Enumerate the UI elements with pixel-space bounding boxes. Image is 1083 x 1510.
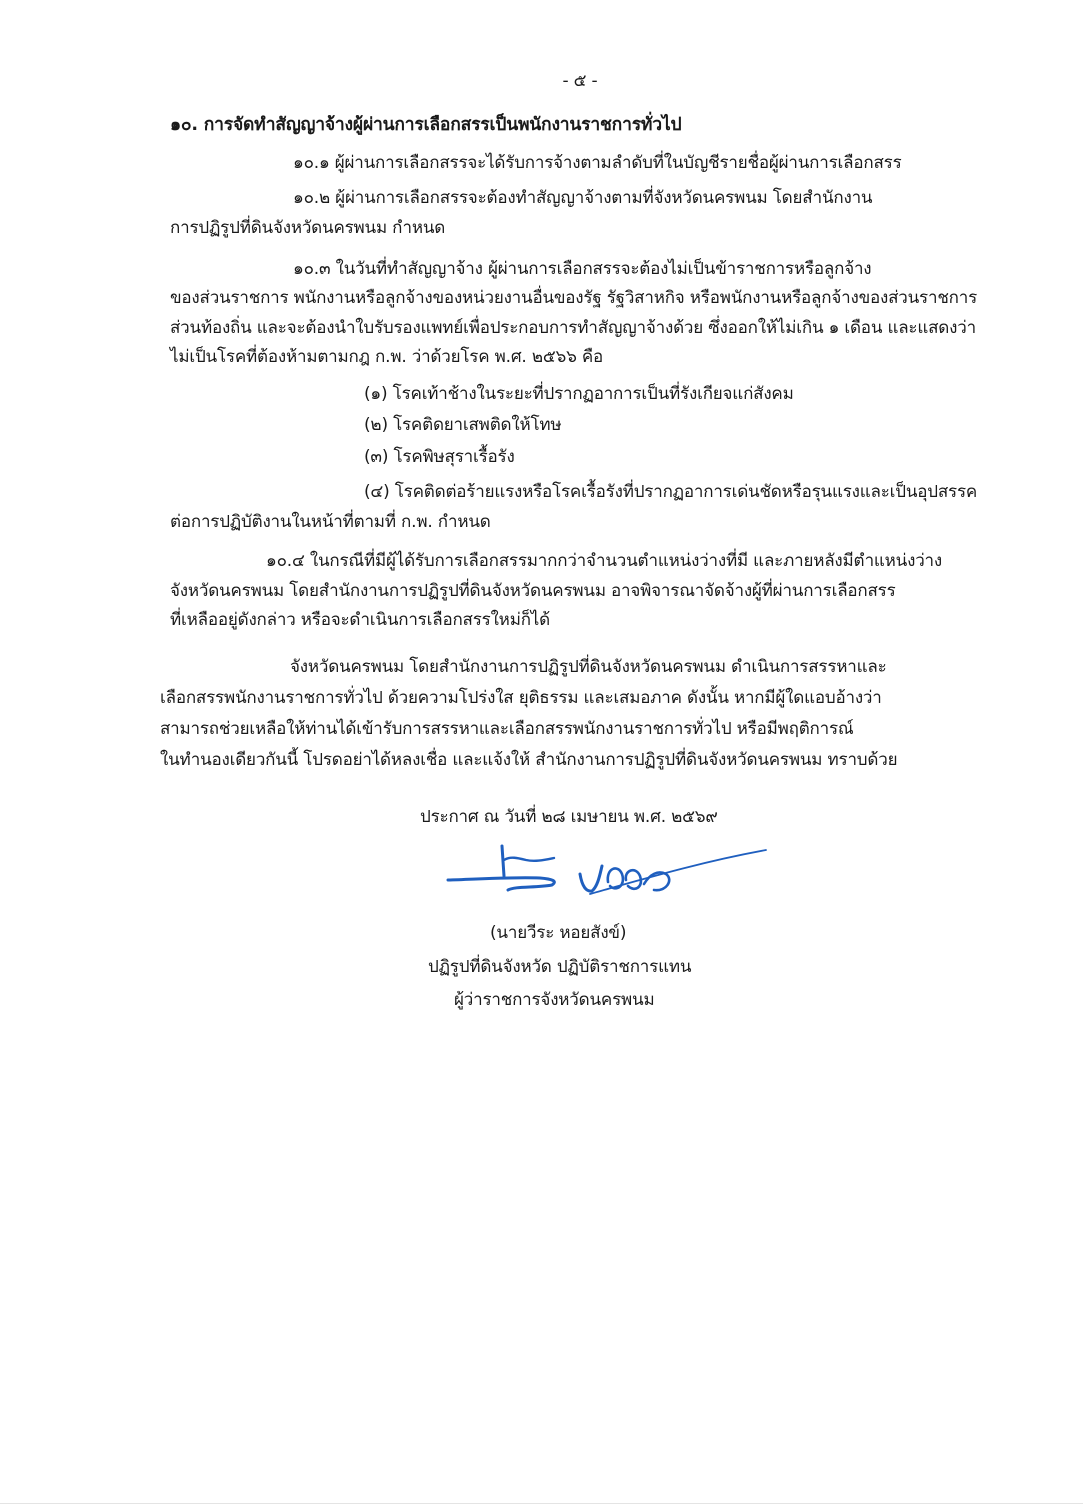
closing-line-2: เลือกสรรพนักงานราชการทั่วไป ด้วยความโปร่งใส ยุติธรรม และเสมอภาค ดังนั้น หากมีผู้ใดแอบอ้างว่า bbox=[160, 688, 882, 708]
handwritten-signature bbox=[440, 836, 770, 916]
item-10-4-line-3: ที่เหลืออยู่ดังกล่าว หรือจะดำเนินการเลือกสรรใหม่ก็ได้ bbox=[170, 610, 550, 630]
signatory-on-behalf-of: ผู้ว่าราชการจังหวัดนครพนม bbox=[454, 990, 655, 1010]
item-10-4-line-2: จังหวัดนครพนม โดยสำนักงานการปฏิรูปที่ดินจังหวัดนครพนม อาจพิจารณาจัดจ้างผู้ที่ผ่านการเลือกสรร bbox=[170, 581, 896, 601]
page-bottom-edge bbox=[0, 1503, 1083, 1504]
announcement-date: ประกาศ ณ วันที่ ๒๘ เมษายน พ.ศ. ๒๕๖๙ bbox=[420, 807, 718, 827]
closing-line-1: จังหวัดนครพนม โดยสำนักงานการปฏิรูปที่ดินจังหวัดนครพนม ดำเนินการสรรหาและ bbox=[290, 657, 887, 677]
closing-line-4: ในทำนองเดียวกันนี้ โปรดอย่าได้หลงเชื่อ และแจ้งให้ สำนักงานการปฏิรูปที่ดินจังหวัดนครพนม ทราบด้วย bbox=[160, 750, 898, 770]
signatory-name: (นายวีระ หอยสังข์) bbox=[490, 923, 627, 943]
page-number: - ๕ - bbox=[562, 71, 598, 91]
disease-item-1: (๑) โรคเท้าช้างในระยะที่ปรากฏอาการเป็นที่รังเกียจแก่สังคม bbox=[364, 384, 794, 404]
item-10-2-line-2: การปฏิรูปที่ดินจังหวัดนครพนม กำหนด bbox=[170, 218, 446, 238]
item-10-2-line-1: ๑๐.๒ ผู้ผ่านการเลือกสรรจะต้องทำสัญญาจ้างตามที่จังหวัดนครพนม โดยสำนักงาน bbox=[293, 188, 873, 208]
disease-item-3: (๓) โรคพิษสุราเรื้อรัง bbox=[364, 447, 515, 467]
item-10-3-line-3: ส่วนท้องถิ่น และจะต้องนำใบรับรองแพทย์เพื่อประกอบการทำสัญญาจ้างด้วย ซึ่งออกให้ไม่เกิน ๑ เดือน และแสดงว่า bbox=[170, 318, 976, 338]
disease-item-4-cont: ต่อการปฏิบัติงานในหน้าที่ตามที่ ก.พ. กำหนด bbox=[170, 512, 491, 532]
item-10-3-line-4: ไม่เป็นโรคที่ต้องห้ามตามกฎ ก.พ. ว่าด้วยโรค พ.ศ. ๒๕๖๖ คือ bbox=[170, 347, 604, 367]
disease-item-2: (๒) โรคติดยาเสพติดให้โทษ bbox=[364, 415, 562, 435]
section-heading: ๑๐. การจัดทำสัญญาจ้างผู้ผ่านการเลือกสรรเป็นพนักงานราชการทั่วไป bbox=[170, 115, 682, 135]
item-10-1-line-1: ๑๐.๑ ผู้ผ่านการเลือกสรรจะได้รับการจ้างตามลำดับที่ในบัญชีรายชื่อผู้ผ่านการเลือกสรร bbox=[293, 153, 902, 173]
item-10-3-line-2: ของส่วนราชการ พนักงานหรือลูกจ้างของหน่วยงานอื่นของรัฐ รัฐวิสาหกิจ หรือพนักงานหรือลูกจ้างของส่วนราชการ bbox=[170, 288, 978, 308]
item-10-4-line-1: ๑๐.๔ ในกรณีที่มีผู้ได้รับการเลือกสรรมากกว่าจำนวนตำแหน่งว่างที่มี และภายหลังมีตำแหน่งว่าง bbox=[266, 551, 942, 571]
disease-item-4: (๔) โรคติดต่อร้ายแรงหรือโรคเรื้อรังที่ปรากฏอาการเด่นชัดหรือรุนแรงและเป็นอุปสรรค bbox=[364, 482, 978, 502]
closing-line-3: สามารถช่วยเหลือให้ท่านได้เข้ารับการสรรหาและเลือกสรรพนักงานราชการทั่วไป หรือมีพฤติการณ์ bbox=[160, 719, 854, 739]
item-10-3-line-1: ๑๐.๓ ในวันที่ทำสัญญาจ้าง ผู้ผ่านการเลือกสรรจะต้องไม่เป็นข้าราชการหรือลูกจ้าง bbox=[293, 259, 872, 279]
signatory-position: ปฏิรูปที่ดินจังหวัด ปฏิบัติราชการแทน bbox=[428, 957, 692, 977]
